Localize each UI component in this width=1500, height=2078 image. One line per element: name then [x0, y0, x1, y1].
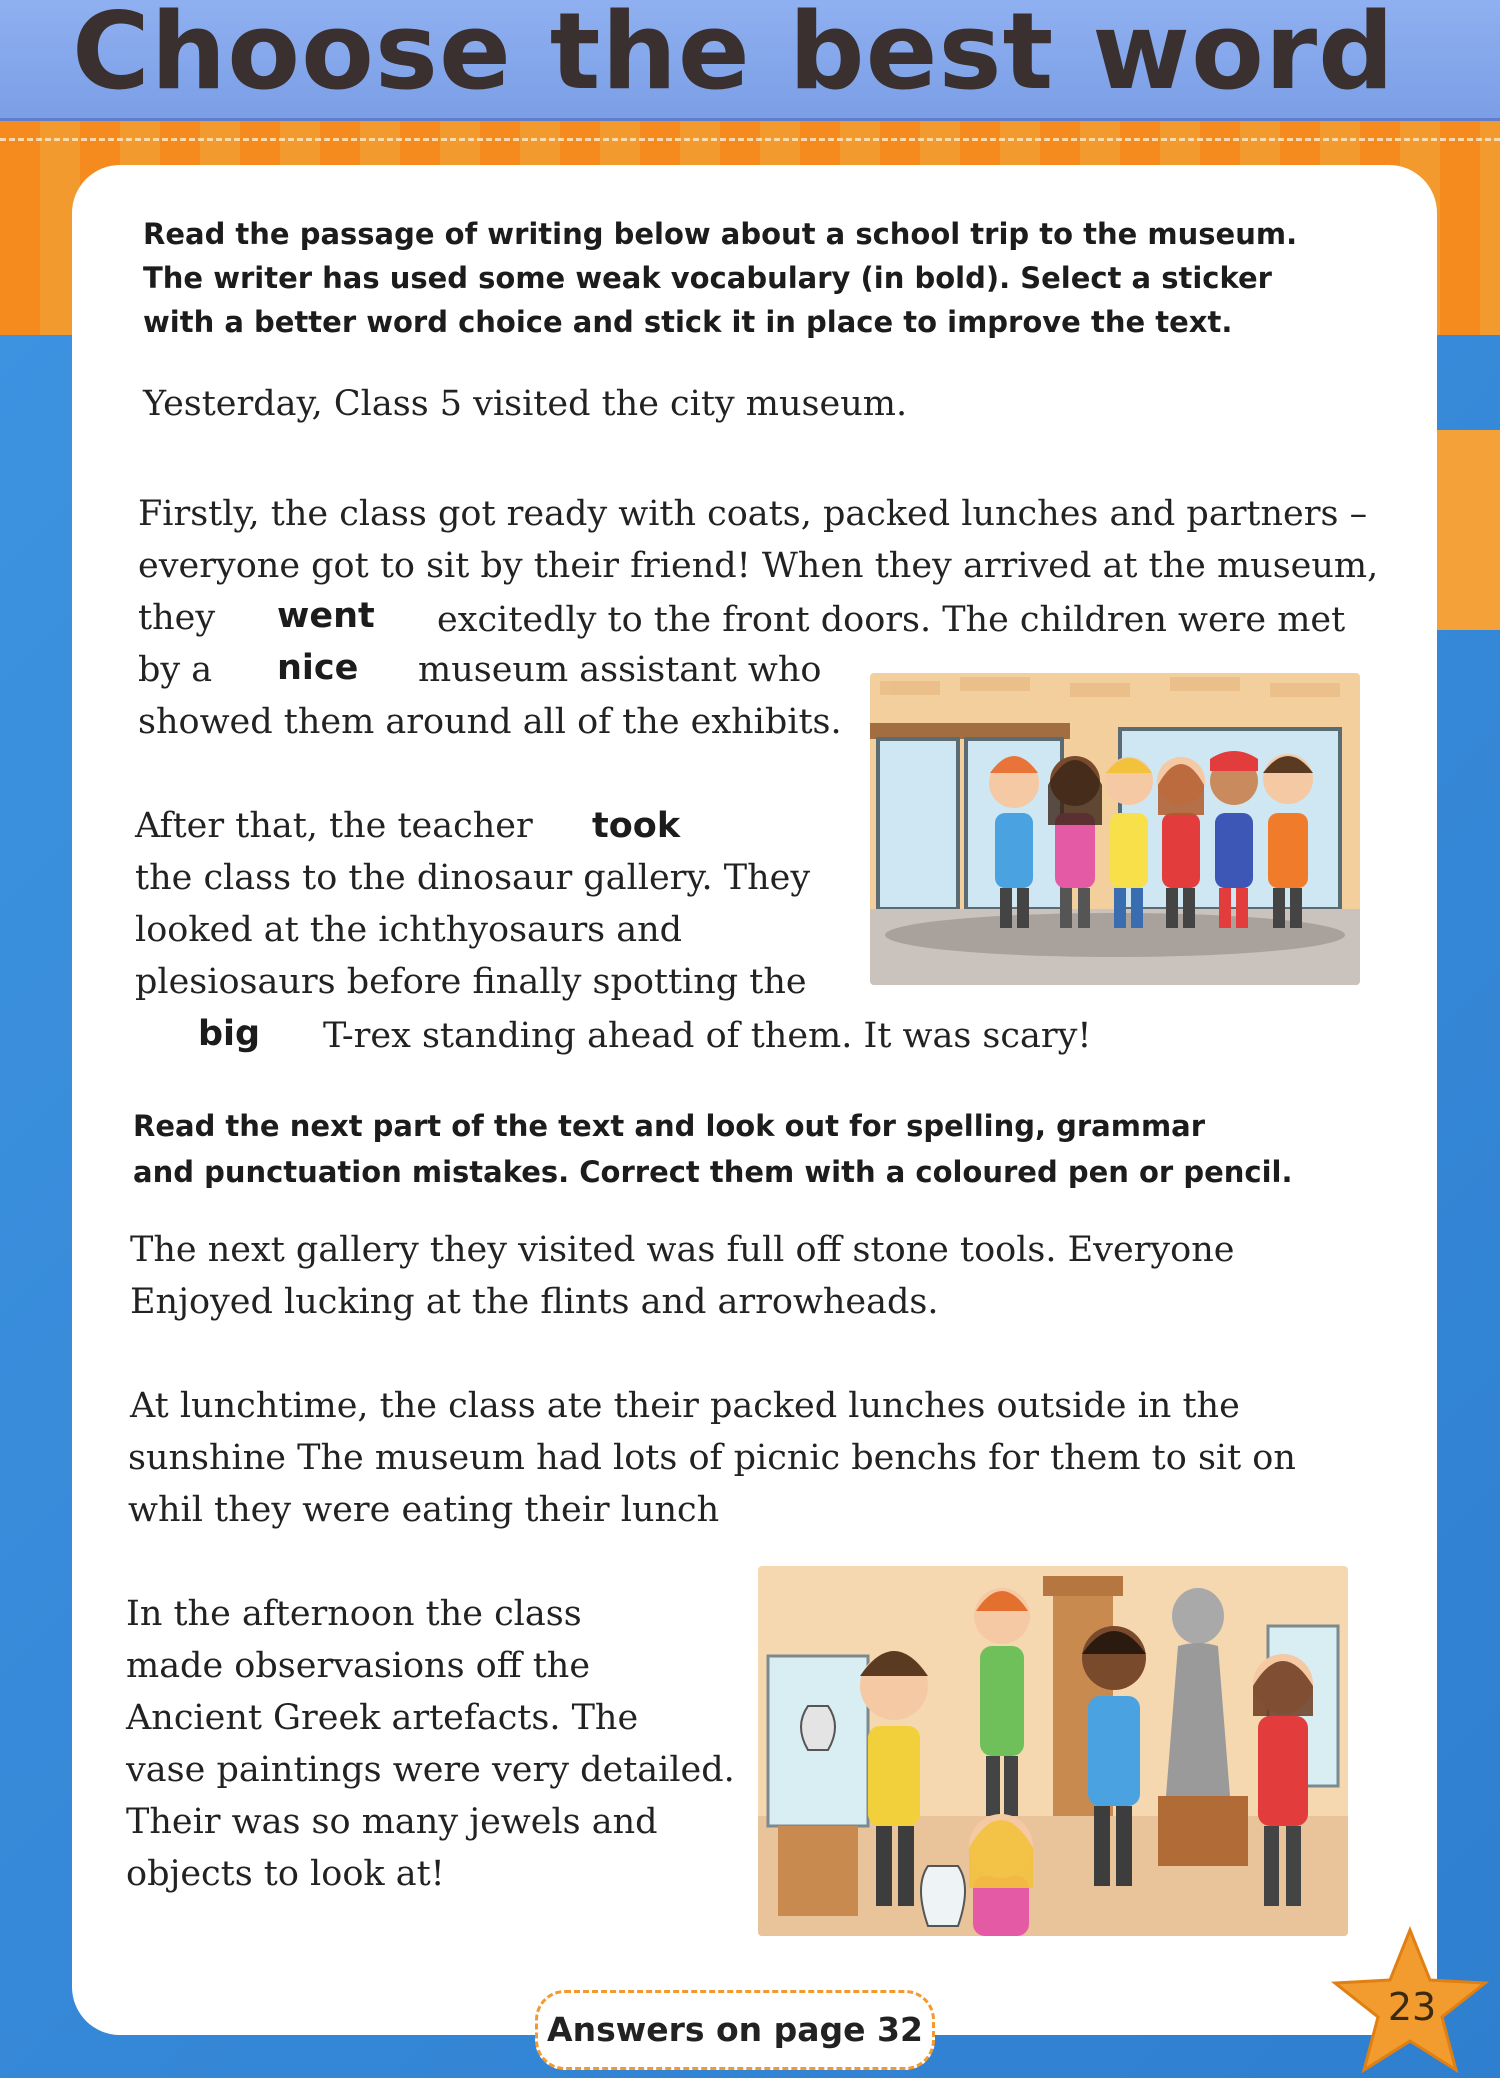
- weak-word-took[interactable]: took: [592, 806, 681, 846]
- passage-line: vase paintings were very detailed.: [126, 1750, 735, 1790]
- children-museum-illustration: [870, 673, 1360, 985]
- answers-box: Answers on page 32: [535, 1990, 935, 2070]
- passage-line: Yesterday, Class 5 visited the city museum.: [143, 384, 908, 424]
- dashed-divider: [0, 138, 1500, 141]
- passage-line: made observasions off the: [126, 1646, 591, 1686]
- instruction-line: Read the next part of the text and look out for spelling, grammar: [133, 1109, 1206, 1143]
- page-title: Choose the best word: [72, 0, 1396, 113]
- passage-line: the class to the dinosaur gallery. They: [135, 858, 811, 898]
- title-band: [0, 0, 1500, 118]
- passage-line: At lunchtime, the class ate their packed lunches outside in the: [130, 1386, 1240, 1426]
- greek-gallery-image: [758, 1566, 1348, 1936]
- passage-line: plesiosaurs before finally spotting the: [135, 962, 807, 1002]
- passage-line: showed them around all of the exhibits.: [138, 702, 842, 742]
- passage-line: sunshine The museum had lots of picnic benchs for them to sit on: [128, 1438, 1296, 1478]
- instruction-line: The writer has used some weak vocabulary (in bold). Select a sticker: [143, 261, 1272, 295]
- weak-word-nice[interactable]: nice: [277, 648, 359, 688]
- page-number: 23: [1387, 1985, 1437, 2029]
- passage-line: whil they were eating their lunch: [128, 1490, 720, 1530]
- weak-word-went[interactable]: went: [277, 596, 375, 636]
- passage-line: Their was so many jewels and: [126, 1802, 658, 1842]
- passage-line: objects to look at!: [126, 1854, 445, 1894]
- passage-line: Ancient Greek artefacts. The: [126, 1698, 639, 1738]
- background-orange-right: [1430, 430, 1500, 630]
- instruction-line: with a better word choice and stick it in place to improve the text.: [143, 305, 1233, 339]
- passage-line: In the afternoon the class: [126, 1594, 582, 1634]
- passage-line: The next gallery they visited was full off stone tools. Everyone: [130, 1230, 1235, 1270]
- passage-line: T-rex standing ahead of them. It was scary!: [323, 1016, 1092, 1056]
- children-museum-image: [870, 673, 1360, 985]
- instruction-line: and punctuation mistakes. Correct them with a coloured pen or pencil.: [133, 1155, 1293, 1189]
- passage-line: museum assistant who: [418, 650, 822, 690]
- passage-line: After that, the teacher: [135, 806, 533, 846]
- passage-line: looked at the ichthyosaurs and: [135, 910, 683, 950]
- passage-line: Enjoyed lucking at the flints and arrowheads.: [130, 1282, 939, 1322]
- greek-gallery-illustration: [758, 1566, 1348, 1936]
- passage-line: by a: [138, 650, 213, 690]
- passage-line: excitedly to the front doors. The children were met: [437, 600, 1346, 640]
- passage-line: they: [138, 598, 216, 638]
- passage-line: Firstly, the class got ready with coats, packed lunches and partners –: [138, 494, 1368, 534]
- instruction-line: Read the passage of writing below about a school trip to the museum.: [143, 217, 1298, 251]
- weak-word-big[interactable]: big: [198, 1014, 261, 1054]
- passage-line: everyone got to sit by their friend! When they arrived at the museum,: [138, 546, 1379, 586]
